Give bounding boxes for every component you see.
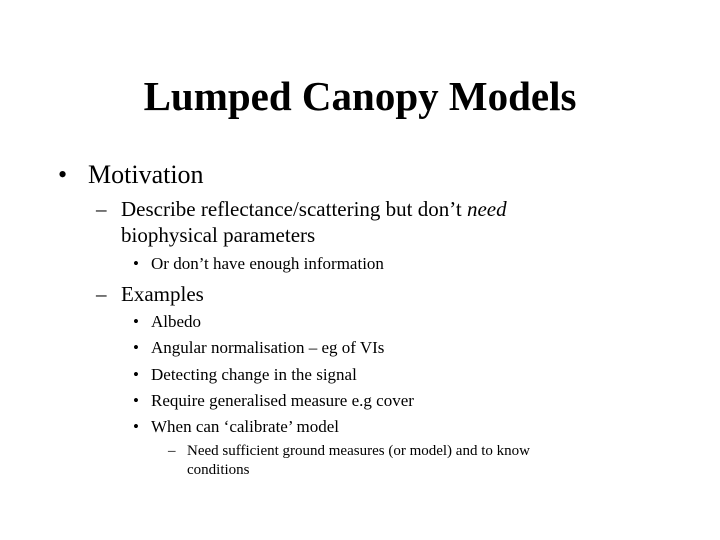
bullet-marker: • [58,160,68,189]
describe-continuation: biophysical parameters [121,223,316,247]
describe-line [121,196,507,222]
dash-marker: – [96,282,107,306]
bullet-marker: • [133,312,139,331]
bullet-marker: • [133,365,139,384]
note-continuation: conditions [187,462,250,478]
bullet-motivation: Motivation [88,160,204,189]
note-line: Need sufficient ground measures (or model) and to know [187,443,530,459]
example-item: When can ‘calibrate’ model [151,417,339,436]
bullet-marker: • [133,254,139,273]
slide-title: Lumped Canopy Models [143,73,577,119]
dash-marker: – [168,443,176,459]
describe-text: Describe reflectance/scattering but don’t [121,197,467,221]
bullet-examples: Examples [121,282,204,306]
example-item: Require generalised measure e.g cover [151,391,414,410]
example-item: Albedo [151,312,202,331]
bullet-marker: • [133,338,139,357]
describe-emphasis: need [466,197,507,221]
example-item: Detecting change in the signal [151,365,357,384]
example-item: Angular normalisation – eg of VIs [151,338,385,357]
bullet-marker: • [133,417,139,436]
sub-bullet-info: Or don’t have enough information [151,254,384,273]
dash-marker: – [96,197,107,221]
bullet-marker: • [133,391,139,410]
